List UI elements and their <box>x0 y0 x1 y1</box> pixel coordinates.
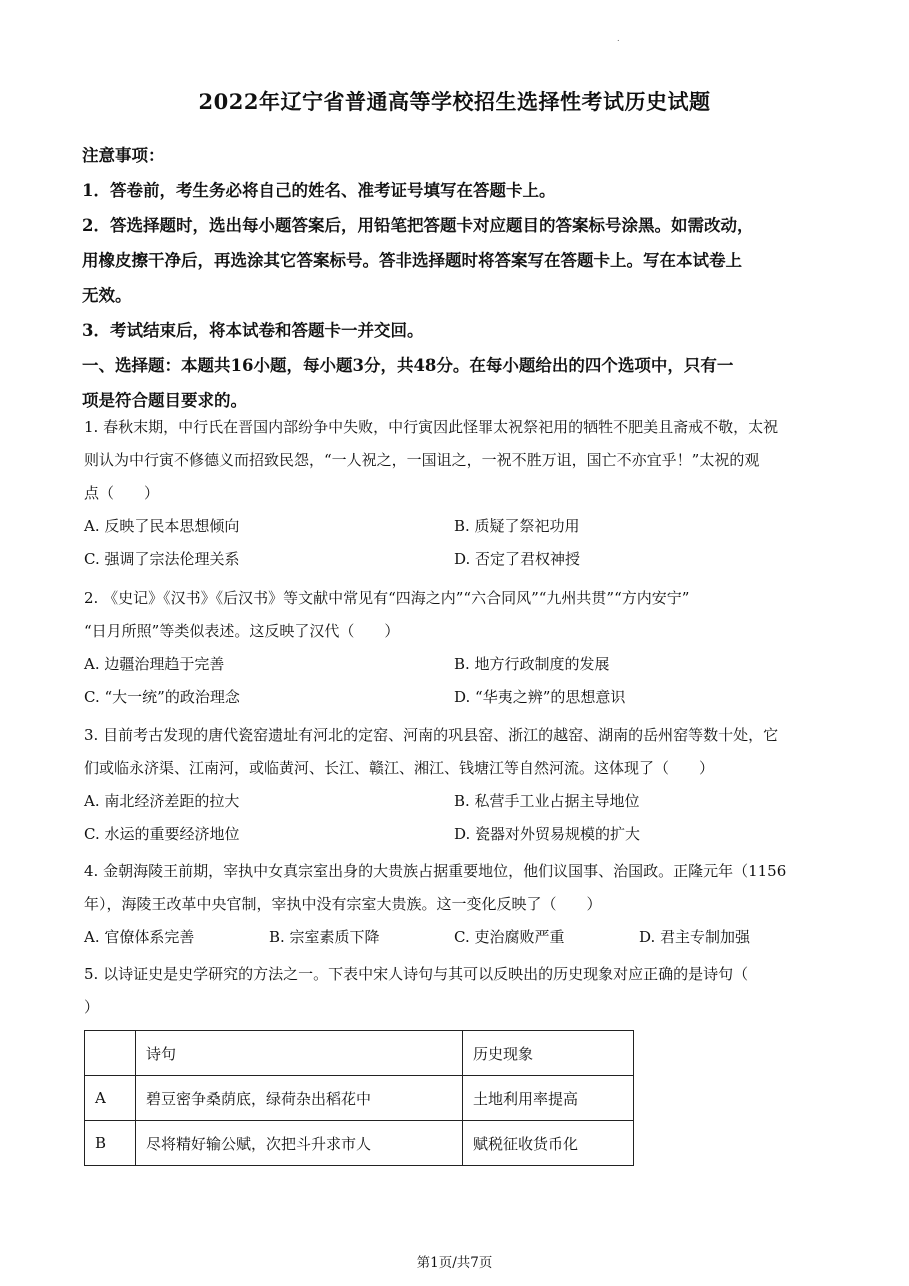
table-cell: 尽将精好输公赋，次把斗升求市人 <box>136 1121 463 1166</box>
note-line: 2．答选择题时，选出每小题答案后，用铅笔把答题卡对应题目的答案标号涂黑。如需改动， <box>82 216 754 235</box>
question-text: 则认为中行寅不修德义而招致民怨，“一人祝之，一国诅之，一祝不胜万诅，国亡不亦宜乎！”太祝的观 <box>84 451 760 469</box>
note-line: 1．答卷前，考生务必将自己的姓名、准考证号填写在答题卡上。 <box>82 181 556 200</box>
question-text: 点（ ） <box>84 484 160 502</box>
question-4 <box>84 855 824 954</box>
option-b[interactable]: B. 质疑了祭祀功用 <box>454 517 580 535</box>
note-line: 无效。 <box>82 286 132 305</box>
question-text: ） <box>84 998 100 1016</box>
note-line: 3．考试结束后，将本试卷和答题卡一并交回。 <box>82 321 424 340</box>
option-d[interactable]: D. 否定了君权神授 <box>454 550 581 568</box>
section-heading: 项是符合题目要求的。 <box>82 391 247 410</box>
option-b[interactable]: B. 宗室素质下降 <box>269 928 380 946</box>
options <box>84 785 824 851</box>
question-text: 们或临永济渠、江南河，或临黄河、长江、赣江、湘江、钱塘江等自然河流。这体现了（ ） <box>84 759 715 777</box>
question-text: 5. 以诗证史是史学研究的方法之一。下表中宋人诗句与其可以反映出的历史现象对应正确的是诗句（ <box>84 965 749 983</box>
option-d[interactable]: D. 君主专制加强 <box>639 928 751 946</box>
header-dot: . <box>617 34 620 43</box>
table-cell: A <box>85 1076 136 1121</box>
notes-section <box>82 138 822 418</box>
section-heading: 一、选择题：本题共16小题，每小题3分，共48分。在每小题给出的四个选项中，只有一 <box>82 356 734 375</box>
table-cell: 土地利用率提高 <box>463 1076 634 1121</box>
table-header-cell: 历史现象 <box>463 1031 634 1076</box>
table-row[interactable] <box>85 1121 634 1166</box>
option-a[interactable]: A. 南北经济差距的拉大 <box>84 792 240 810</box>
option-a[interactable]: A. 边疆治理趋于完善 <box>84 655 225 673</box>
options <box>84 921 824 954</box>
question-5 <box>84 958 824 1024</box>
question-text: 3. 目前考古发现的唐代瓷窑遗址有河北的定窑、河南的巩县窑、浙江的越窑、湖南的岳州窑等数十处，它 <box>84 726 779 744</box>
option-a[interactable]: A. 反映了民本思想倾向 <box>84 517 240 535</box>
table-cell: 碧豆密争桑荫底，绿荷杂出稻花中 <box>136 1076 463 1121</box>
question-text: 4. 金朝海陵王前期，宰执中女真宗室出身的大贵族占据重要地位，他们议国事、治国政。正隆元年（1156 <box>84 862 787 880</box>
table-header-cell: 诗句 <box>136 1031 463 1076</box>
table-cell: B <box>85 1121 136 1166</box>
question-3 <box>84 719 824 851</box>
question-text: 2. 《史记》《汉书》《后汉书》等文献中常见有“四海之内”“六合同风”“九州共贯”“方内安宁” <box>84 589 690 607</box>
option-c[interactable]: C. “大一统”的政治理念 <box>84 688 240 706</box>
option-b[interactable]: B. 私营手工业占据主导地位 <box>454 792 640 810</box>
option-c[interactable]: C. 强调了宗法伦理关系 <box>84 550 240 568</box>
option-b[interactable]: B. 地方行政制度的发展 <box>454 655 610 673</box>
options <box>84 510 824 576</box>
option-c[interactable]: C. 吏治腐败严重 <box>454 928 565 946</box>
poem-history-table <box>84 1030 634 1166</box>
question-text: 年），海陵王改革中央官制，宰执中没有宗室大贵族。这一变化反映了（ ） <box>84 895 602 913</box>
question-1 <box>84 411 824 576</box>
question-text: 1. 春秋末期，中行氏在晋国内部纷争中失败，中行寅因此怪罪太祝祭祀用的牺牲不肥美且斋戒不敬，太祝 <box>84 418 779 436</box>
notes-heading: 注意事项： <box>82 146 165 165</box>
question-2 <box>84 582 824 714</box>
page-title: 2022年辽宁省普通高等学校招生选择性考试历史试题 <box>198 89 711 114</box>
options <box>84 648 824 714</box>
question-text: “日月所照”等类似表述。这反映了汉代（ ） <box>84 622 400 640</box>
table-cell: 赋税征收货币化 <box>463 1121 634 1166</box>
table-header-row <box>85 1031 634 1076</box>
option-d[interactable]: D. 瓷器对外贸易规模的扩大 <box>454 825 641 843</box>
table-header-cell <box>85 1031 136 1076</box>
option-d[interactable]: D. “华夷之辨”的思想意识 <box>454 688 626 706</box>
note-line: 用橡皮擦干净后，再选涂其它答案标号。答非选择题时将答案写在答题卡上。写在本试卷上 <box>82 251 742 270</box>
table-row[interactable] <box>85 1076 634 1121</box>
option-c[interactable]: C. 水运的重要经济地位 <box>84 825 240 843</box>
page-footer: 第1页/共7页 <box>416 1255 493 1271</box>
option-a[interactable]: A. 官僚体系完善 <box>84 928 195 946</box>
